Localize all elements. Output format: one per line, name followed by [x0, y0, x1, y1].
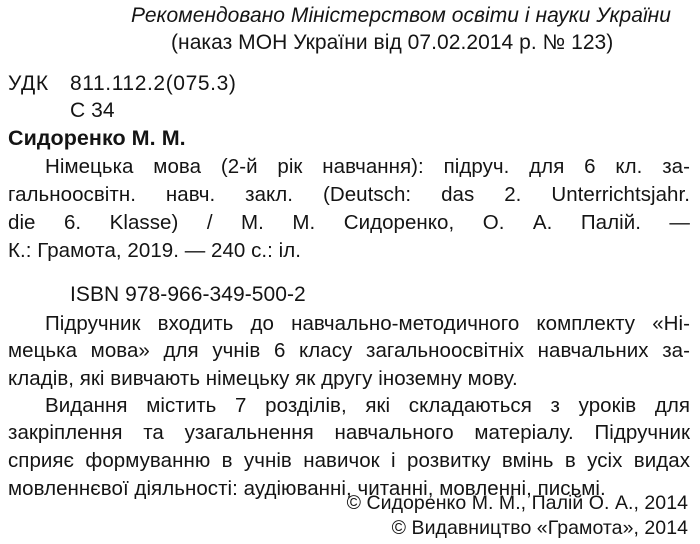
- udk-value: 811.112.2(075.3): [70, 72, 237, 95]
- annotation-p1-line-3: кладів, які вивчають німецьку як другу іноземну мову.: [8, 367, 518, 390]
- copyright-authors: © Сидоренко М. М., Палій О. А., 2014: [346, 492, 688, 514]
- bibliographic-line-3: die 6. Klasse) / М. М. Сидоренко, О. А. Палій. —: [8, 211, 690, 234]
- annotation-p1-line-1: Підручник входить до навчально-методичного комплекту «Ні-: [45, 312, 690, 335]
- recommendation-line-1: Рекомендовано Міністерством освіти і науки України: [131, 4, 671, 27]
- annotation-p1-line-2: мецька мова» для учнів 6 класу загальноосвітніх навчальних за-: [8, 339, 690, 362]
- author-mark: С 34: [70, 99, 115, 122]
- annotation-p2-line-3: сприяє формуванню в учнів навичок і розвитку вмінь в усіх видах: [8, 449, 690, 472]
- bibliographic-line-2: гальноосвітн. навч. закл. (Deutsch: das 2. Unterrichtsjahr.: [8, 183, 690, 206]
- annotation-p2-line-1: Видання містить 7 розділів, які складаються з уроків для: [45, 394, 690, 417]
- annotation-p2-line-4: мовленнєвої діяльності: аудіюванні, читанні, мовленні, письмі.: [8, 477, 606, 500]
- bibliographic-line-1: Німецька мова (2-й рік навчання): підруч. для 6 кл. за-: [45, 155, 690, 178]
- recommendation-line-2: (наказ МОН України від 07.02.2014 р. № 123): [171, 31, 614, 54]
- isbn: ISBN 978-966-349-500-2: [70, 283, 306, 306]
- bibliographic-line-4: К.: Грамота, 2019. — 240 с.: іл.: [8, 239, 302, 262]
- book-author: Сидоренко М. М.: [8, 126, 186, 150]
- annotation-p2-line-2: закріплення та узагальнення навчального матеріалу. Підручник: [8, 421, 690, 444]
- copyright-publisher: © Видавництво «Грамота», 2014: [391, 517, 688, 539]
- udk-label: УДК: [8, 72, 49, 95]
